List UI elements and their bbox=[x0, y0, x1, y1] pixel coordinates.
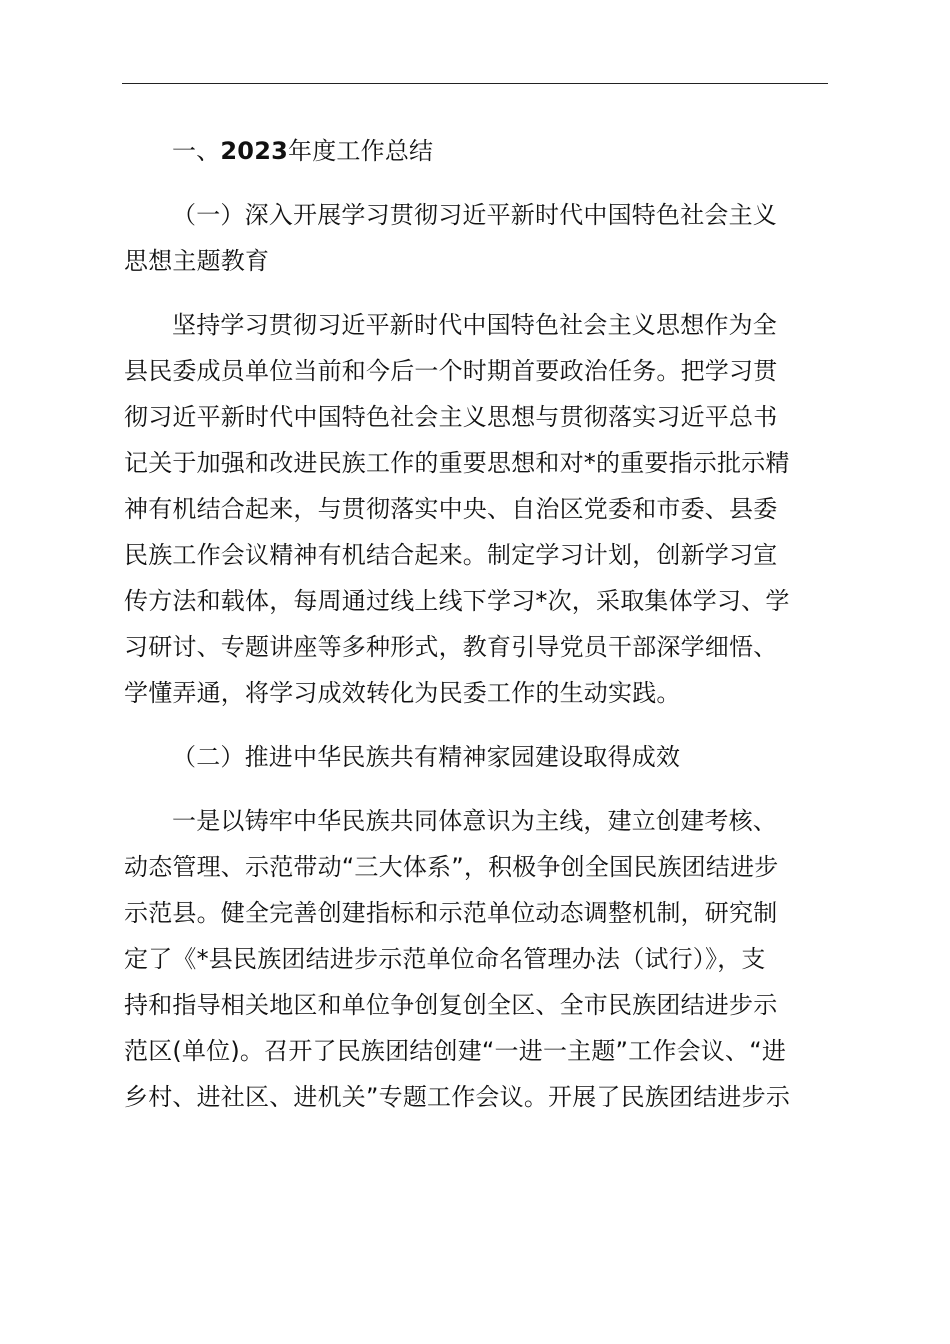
paragraph-1-line-9: 学懂弄通，将学习成效转化为民委工作的生动实践。 bbox=[124, 679, 681, 707]
paragraph-2-line-3: 示范县。健全完善创建指标和示范单位动态调整机制，研究制 bbox=[124, 899, 778, 927]
paragraph-2-line-2: 动态管理、示范带动“三大体系”，积极争创全国民族团结进步 bbox=[124, 853, 779, 881]
paragraph-2-line-1: 一是以铸牢中华民族共同体意识为主线，建立创建考核、 bbox=[172, 807, 777, 835]
paragraph-2-line-6: 范区(单位)。召开了民族团结创建“一进一主题”工作会议、“进 bbox=[124, 1037, 787, 1065]
paragraph-2-line-5: 持和指导相关地区和单位争创复创全区、全市民族团结进步示 bbox=[124, 991, 778, 1019]
paragraph-1-line-2: 县民委成员单位当前和今后一个时期首要政治任务。把学习贯 bbox=[124, 357, 778, 385]
section-heading-year: 2023 bbox=[220, 137, 289, 165]
paragraph-1-line-4: 记关于加强和改进民族工作的重要思想和对*的重要指示批示精 bbox=[124, 449, 790, 477]
subheading-1-line-1: （一）深入开展学习贯彻习近平新时代中国特色社会主义 bbox=[172, 201, 777, 229]
section-heading-number: 一、 bbox=[172, 137, 221, 165]
paragraph-1-line-8: 习研讨、专题讲座等多种形式，教育引导党员干部深学细悟、 bbox=[124, 633, 778, 661]
subheading-1-line-2: 思想主题教育 bbox=[124, 247, 270, 275]
subheading-2: （二）推进中华民族共有精神家园建设取得成效 bbox=[172, 743, 681, 771]
paragraph-1-line-6: 民族工作会议精神有机结合起来。制定学习计划，创新学习宣 bbox=[124, 541, 778, 569]
paragraph-1-line-7: 传方法和载体，每周通过线上线下学习*次，采取集体学习、学 bbox=[124, 587, 790, 615]
paragraph-1-line-5: 神有机结合起来，与贯彻落实中央、自治区党委和市委、县委 bbox=[124, 495, 778, 523]
paragraph-2-line-4: 定了《*县民族团结进步示范单位命名管理办法（试行）》，支 bbox=[124, 945, 766, 973]
paragraph-1-line-3: 彻习近平新时代中国特色社会主义思想与贯彻落实习近平总书 bbox=[124, 403, 778, 431]
paragraph-1-line-1: 坚持学习贯彻习近平新时代中国特色社会主义思想作为全 bbox=[172, 311, 777, 339]
header-rule bbox=[122, 83, 828, 84]
document-body bbox=[124, 128, 830, 1120]
section-heading-title: 年度工作总结 bbox=[288, 137, 434, 165]
paragraph-2-line-7: 乡村、进社区、进机关”专题工作会议。开展了民族团结进步示 bbox=[124, 1083, 791, 1111]
section-heading bbox=[124, 128, 830, 174]
